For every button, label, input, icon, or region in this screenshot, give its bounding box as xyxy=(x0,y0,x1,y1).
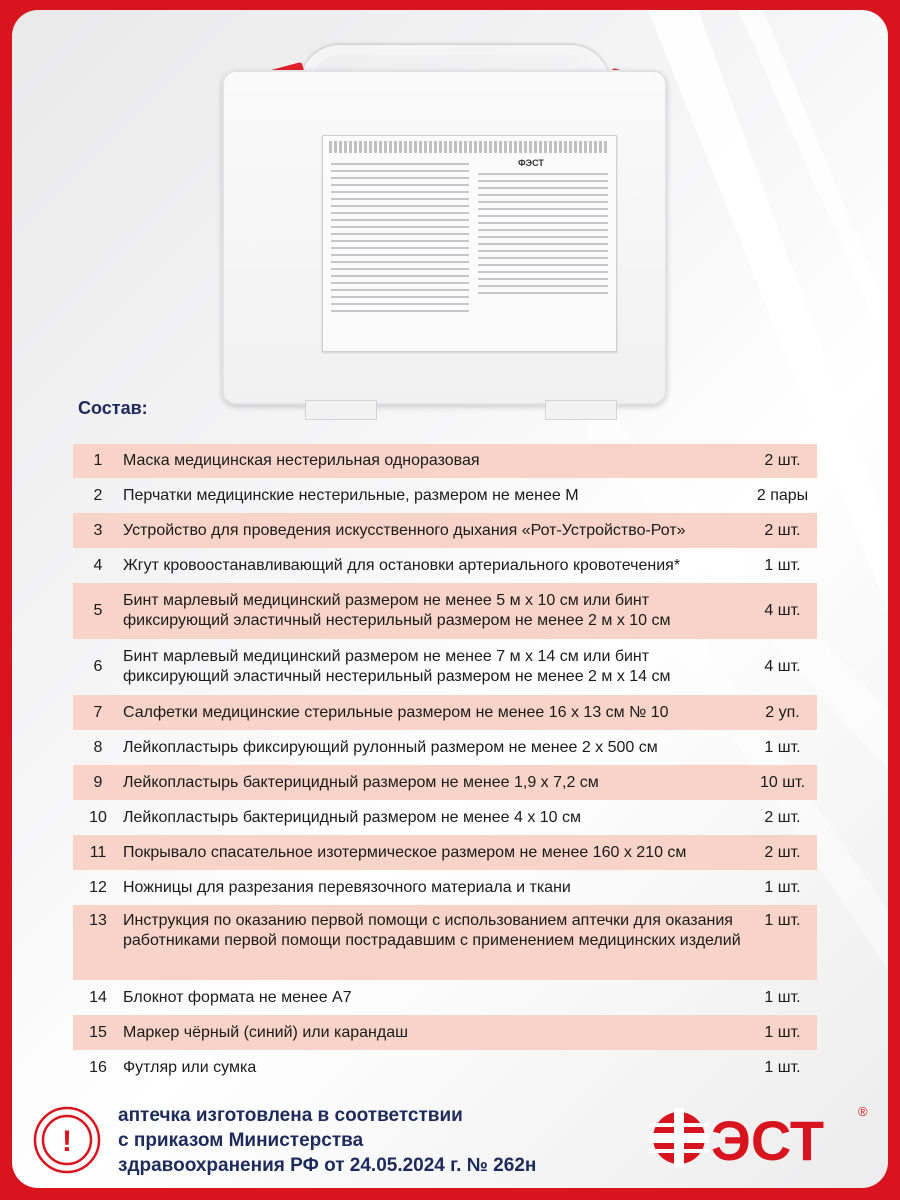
item-quantity: 1 шт. xyxy=(764,878,801,896)
composition-table xyxy=(73,444,817,1085)
item-name: Ножницы для разрезания перевязочного материала и ткани xyxy=(123,878,571,896)
item-number: 15 xyxy=(89,1023,107,1041)
compliance-line-2: с приказом Министерства xyxy=(118,1130,364,1151)
table-row xyxy=(73,583,817,639)
compliance-line-3: здравоохранения РФ от 24.05.2024 г. № 262н xyxy=(118,1155,537,1176)
item-name: Устройство для проведения искусственного дыхания «Рот-Устройство-Рот» xyxy=(123,521,686,539)
case-foot-right xyxy=(545,400,617,420)
warning-icon xyxy=(32,1105,102,1175)
item-quantity: 1 шт. xyxy=(764,1023,801,1041)
table-row xyxy=(73,980,817,1015)
item-number: 2 xyxy=(93,486,103,504)
table-row xyxy=(73,730,817,765)
table-row xyxy=(73,513,817,548)
table-row xyxy=(73,639,817,695)
warning-symbol: ! xyxy=(62,1125,72,1158)
case-foot-left xyxy=(305,400,377,420)
brand-logo xyxy=(645,1102,875,1172)
item-number: 6 xyxy=(93,658,103,675)
item-number: 8 xyxy=(93,738,103,756)
item-name: Блокнот формата не менее А7 xyxy=(123,988,352,1006)
table-row xyxy=(73,765,817,800)
item-number: 10 xyxy=(89,808,107,826)
table-row xyxy=(73,800,817,835)
item-number: 4 xyxy=(93,556,103,574)
item-quantity: 10 шт. xyxy=(759,773,806,791)
table-row xyxy=(73,478,817,513)
case-label-logo: ФЭСТ xyxy=(518,158,544,168)
case-label-list xyxy=(331,158,469,317)
item-quantity: 1 шт. xyxy=(764,1058,801,1076)
item-quantity: 2 шт. xyxy=(764,452,801,469)
item-number: 16 xyxy=(89,1058,107,1076)
table-row xyxy=(73,835,817,870)
item-number: 9 xyxy=(93,773,103,791)
item-quantity: 2 шт. xyxy=(764,521,801,539)
item-quantity: 1 шт. xyxy=(764,738,801,756)
item-name: Лейкопластырь бактерицидный размером не менее 4 х 10 см xyxy=(123,808,582,826)
item-quantity: 2 шт. xyxy=(764,843,801,861)
item-number: 3 xyxy=(93,521,103,539)
item-quantity: 4 шт. xyxy=(764,602,801,619)
item-name: Инструкция по оказанию первой помощи с использованием аптечки для оказания работниками первой помощи пострадавшим с применением медицинских изделий xyxy=(123,912,741,949)
item-number: 5 xyxy=(93,602,103,619)
item-number: 12 xyxy=(89,878,107,896)
compliance-note xyxy=(118,1103,558,1178)
item-quantity: 2 пары xyxy=(756,486,809,504)
item-quantity: 2 уп. xyxy=(765,703,800,721)
item-quantity: 1 шт. xyxy=(764,988,801,1006)
table-row xyxy=(73,870,817,905)
composition-heading: Состав: xyxy=(78,398,148,418)
case-label-sheet xyxy=(322,135,617,352)
item-name: Лейкопластырь фиксирующий рулонный размером не менее 2 х 500 см xyxy=(123,738,658,756)
item-name: Бинт марлевый медицинский размером не менее 5 м х 10 см или бинт фиксирующий эластичный нестерильный размером не менее 2 м х 10 см xyxy=(123,592,671,629)
item-number: 7 xyxy=(93,703,103,721)
table-row xyxy=(73,548,817,583)
item-number: 13 xyxy=(89,912,107,929)
item-name: Жгут кровоостанавливающий для остановки артериального кровотечения* xyxy=(123,556,681,574)
table-row xyxy=(73,905,817,980)
item-name: Бинт марлевый медицинский размером не менее 7 м х 14 см или бинт фиксирующий эластичный нестерильный размером не менее 2 м х 14 см xyxy=(123,648,671,685)
item-number: 1 xyxy=(93,452,103,469)
item-name: Салфетки медицинские стерильные размером не менее 16 х 13 см № 10 xyxy=(123,703,669,721)
table-row xyxy=(73,444,817,478)
item-quantity: 1 шт. xyxy=(764,556,801,574)
brand-registered-mark: ® xyxy=(858,1104,868,1119)
table-row xyxy=(73,1015,817,1050)
item-name: Футляр или сумка xyxy=(123,1058,257,1076)
item-name: Покрывало спасательное изотермическое размером не менее 160 х 210 см xyxy=(123,843,687,861)
item-name: Перчатки медицинские нестерильные, размером не менее М xyxy=(123,486,579,504)
table-row xyxy=(73,695,817,730)
item-quantity: 2 шт. xyxy=(764,808,801,826)
item-quantity: 4 шт. xyxy=(764,658,801,675)
item-name: Лейкопластырь бактерицидный размером не менее 1,9 х 7,2 см xyxy=(123,773,599,791)
case-label-info xyxy=(478,158,608,299)
item-name: Маркер чёрный (синий) или карандаш xyxy=(123,1023,408,1041)
case-label-title xyxy=(329,141,609,153)
item-quantity: 1 шт. xyxy=(764,912,801,929)
compliance-line-1: аптечка изготовлена в соответствии xyxy=(118,1105,463,1126)
item-number: 14 xyxy=(89,988,107,1006)
brand-name: ЭСТ xyxy=(711,1109,825,1172)
item-number: 11 xyxy=(89,843,107,861)
table-row xyxy=(73,1050,817,1085)
item-name: Маска медицинская нестерильная одноразовая xyxy=(123,452,480,469)
brand-emblem-icon xyxy=(649,1108,709,1168)
